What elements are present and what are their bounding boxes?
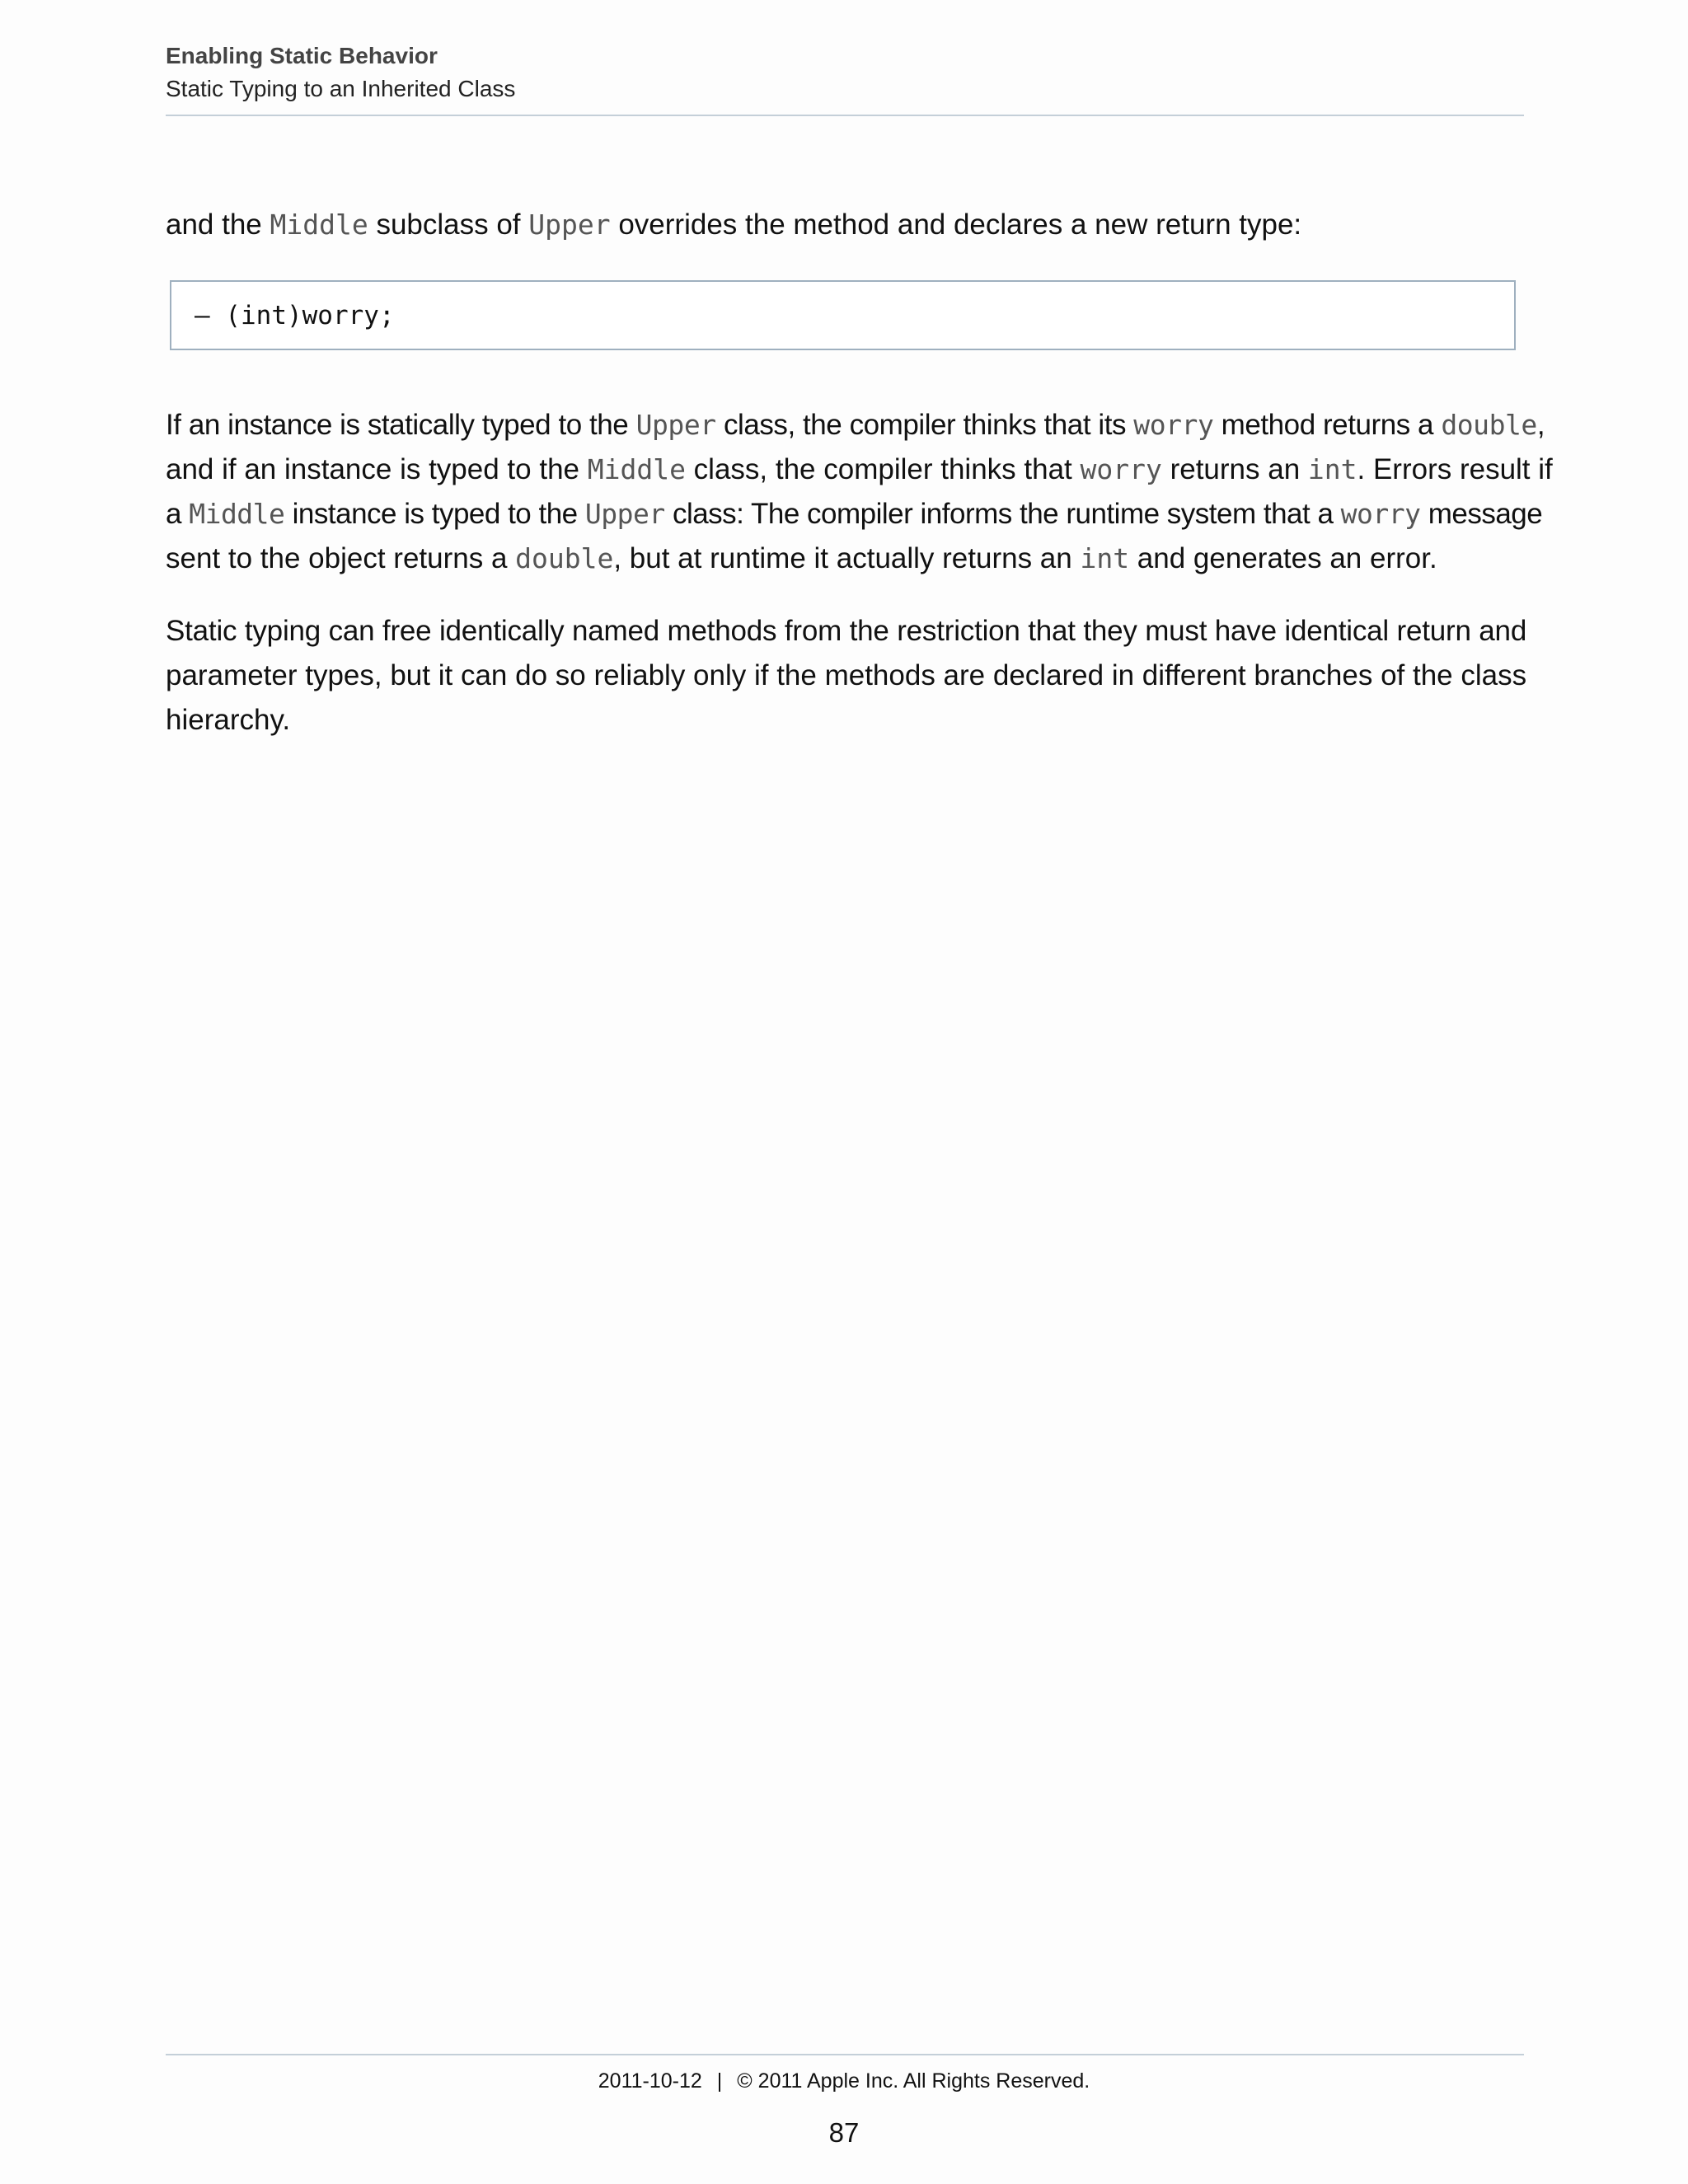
text-run: If an instance is statically typed to the [166, 409, 636, 441]
paragraph-line [166, 448, 1553, 492]
inline-code: Middle [587, 453, 686, 485]
paragraph-line [166, 537, 1524, 581]
page-header [166, 38, 1524, 105]
inline-code: worry [1080, 453, 1162, 485]
body-paragraph-2 [166, 609, 1527, 743]
inline-code: double [1441, 409, 1537, 441]
text-run: message [1420, 498, 1543, 530]
inline-code: Middle [189, 498, 285, 530]
paragraph-line [166, 492, 1543, 537]
paragraph-line: parameter types, but it can do so reliably only if the methods are declared in different branches of the class [166, 659, 1527, 691]
text-run: and if an instance is typed to the [166, 453, 588, 485]
paragraph-line [166, 403, 1545, 448]
text-run: method returns a [1213, 409, 1442, 441]
intro-paragraph [166, 203, 1524, 247]
body-paragraph-1 [166, 403, 1553, 581]
text-run: a [166, 498, 190, 530]
page-number: 87 [828, 2117, 860, 2148]
inline-code: Upper [584, 498, 665, 530]
intro-text: subclass of [368, 209, 529, 241]
text-run: , but at runtime it actually returns an [613, 542, 1081, 574]
inline-code: int [1307, 453, 1357, 485]
header-divider [166, 115, 1524, 116]
text-run: , [1536, 409, 1545, 441]
inline-code: worry [1133, 409, 1214, 441]
intro-text: overrides the method and declares a new return type: [610, 209, 1302, 241]
section-title: Static Typing to an Inherited Class [166, 76, 516, 101]
inline-code: Upper [635, 409, 716, 441]
text-run: class, the compiler thinks that [685, 453, 1081, 485]
text-run: class, the compiler thinks that its [715, 409, 1134, 441]
inline-code: Upper [528, 209, 611, 241]
footer-copyright: © 2011 Apple Inc. All Rights Reserved. [737, 2069, 1090, 2093]
inline-code: int [1080, 542, 1130, 574]
text-run: and generates an error. [1129, 542, 1437, 574]
page-content [166, 203, 1553, 743]
text-run: sent to the object returns a [166, 542, 516, 574]
inline-code: double [515, 542, 614, 574]
intro-text: and the [166, 209, 270, 241]
text-run: returns an [1161, 453, 1308, 485]
footer-separator: | [716, 2069, 723, 2093]
inline-code: worry [1340, 498, 1421, 530]
paragraph-line: hierarchy. [166, 704, 291, 736]
paragraph-line: Static typing can free identically named methods from the restriction that they must have identical return and [166, 615, 1527, 647]
inline-code: Middle [270, 209, 368, 241]
footer-divider [166, 2054, 1524, 2055]
text-run: class: The compiler informs the runtime system that a [664, 498, 1341, 530]
footer-date: 2011-10-12 [598, 2069, 702, 2093]
page-footer [0, 2064, 1688, 2097]
chapter-title: Enabling Static Behavior [166, 43, 438, 68]
text-run: . Errors result if [1357, 453, 1553, 485]
text-run: instance is typed to the [284, 498, 585, 530]
code-text: – (int)worry; [195, 300, 395, 330]
code-listing [170, 280, 1516, 350]
